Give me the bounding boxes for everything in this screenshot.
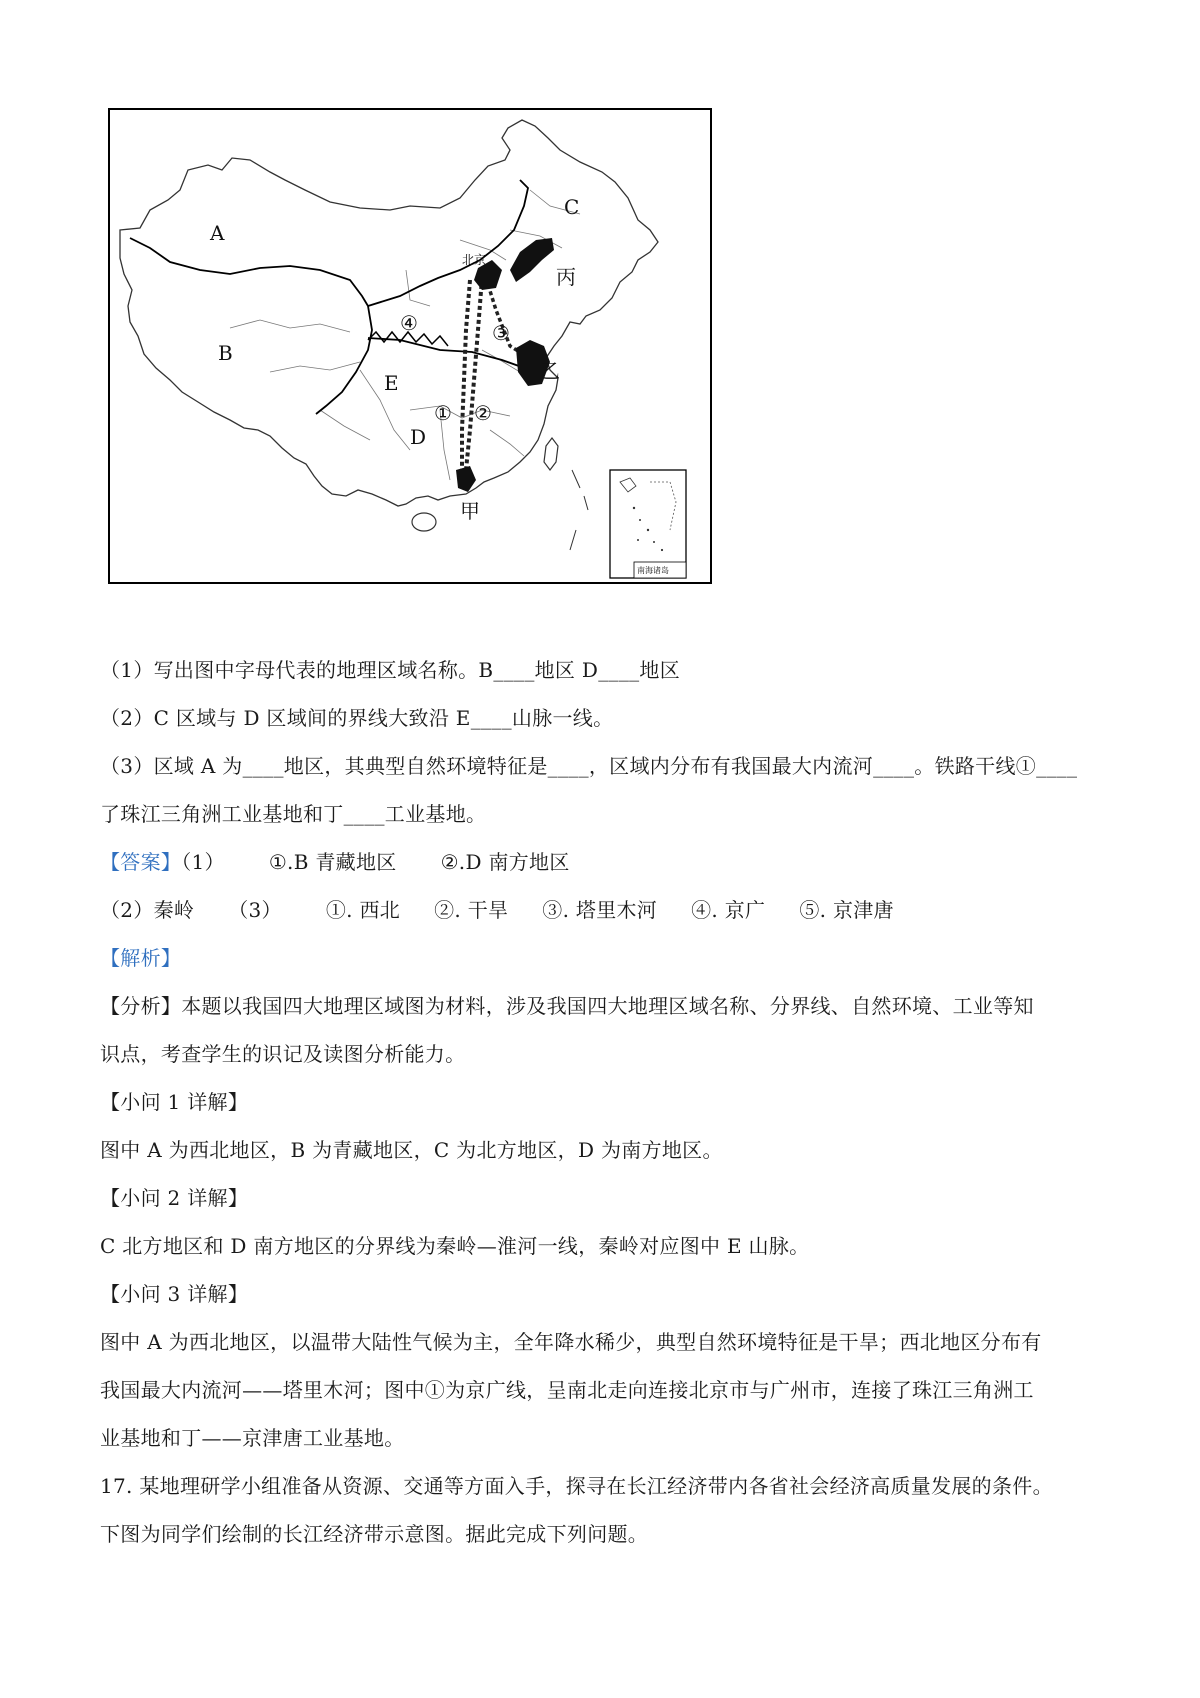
place-label-yi: 乙 (540, 359, 560, 383)
map-drawing (110, 110, 710, 582)
answer-line-1 (100, 838, 1100, 886)
china-regions-map (108, 108, 712, 584)
question-content (100, 646, 1100, 1558)
next-question-line-1: 17. 某地理研学小组准备从资源、交通等方面入手，探寻在长江经济带内各省社会经济高质量发展的条件。 (100, 1474, 1053, 1498)
sub-question-3-title: 【小问 3 详解】 (100, 1282, 249, 1306)
hainan-island (412, 513, 436, 531)
region-label-D: D (410, 425, 427, 449)
place-label-beijing: 北京 (462, 253, 487, 267)
railway-label-3: ③ (492, 321, 510, 345)
industrial-base-pearl-river-delta (456, 466, 476, 492)
analysis-summary-line-2: 识点，考查学生的识记及读图分析能力。 (100, 1042, 466, 1066)
sub-question-3-line-1: 图中 A 为西北地区，以温带大陆性气候为主，全年降水稀少，典型自然环境特征是干旱；西北地区分布有 (100, 1330, 1042, 1354)
answer-3-prefix: （3） (228, 898, 282, 922)
answer-1-prefix: （1） (181, 850, 225, 874)
sub-question-2-text: C 北方地区和 D 南方地区的分界线为秦岭—淮河一线，秦岭对应图中 E 山脉。 (100, 1234, 810, 1258)
answer-1-item-1: ①.B 青藏地区 (268, 850, 397, 874)
railway-2 (466, 278, 482, 470)
sub-question-3-line-3: 业基地和丁——京津唐工业基地。 (100, 1426, 405, 1450)
question-3-line-1: （3）区域 A 为____地区，其典型自然环境特征是____，区域内分布有我国最大内流河____。铁路干线①____ (100, 754, 1078, 778)
answer-tag: 【答案】 (100, 850, 182, 874)
taiwan-island (544, 438, 558, 470)
sub-question-2-title: 【小问 2 详解】 (100, 1186, 249, 1210)
region-label-B: B (218, 341, 233, 365)
answer-3-item-3: ③. 塔里木河 (542, 898, 658, 922)
place-label-jia: 甲 (460, 499, 480, 523)
answer-2: （2）秦岭 (100, 898, 195, 922)
analysis-tag: 【解析】 (100, 946, 182, 970)
question-3-line-2: 了珠江三角洲工业基地和丁____工业基地。 (100, 802, 487, 826)
railway-lines (462, 278, 526, 470)
region-label-A: A (210, 221, 225, 245)
question-2: （2）C 区域与 D 区域间的界线大致沿 E____山脉一线。 (100, 706, 614, 730)
analysis-summary-line-1: 【分析】本题以我国四大地理区域图为材料，涉及我国四大地理区域名称、分界线、自然环境、工业等知 (100, 994, 1034, 1018)
industrial-base-liaozhongnan (510, 238, 554, 282)
china-outline (120, 120, 658, 506)
sub-question-1-title: 【小问 1 详解】 (100, 1090, 249, 1114)
sub-question-1-text: 图中 A 为西北地区，B 为青藏地区，C 为北方地区，D 为南方地区。 (100, 1138, 723, 1162)
answer-3-item-5: ⑤. 京津唐 (799, 898, 894, 922)
railway-label-2: ② (474, 401, 492, 425)
place-label-bing: 丙 (556, 265, 576, 289)
next-question-line-2: 下图为同学们绘制的长江经济带示意图。据此完成下列问题。 (100, 1522, 649, 1546)
region-label-C: C (564, 195, 580, 219)
railway-label-1: ① (434, 401, 452, 425)
answer-3-item-2: ②. 干旱 (434, 898, 509, 922)
answer-line-2 (100, 886, 1100, 934)
answer-1-item-2: ②.D 南方地区 (440, 850, 570, 874)
south-china-sea-inset (610, 470, 686, 578)
railway-label-4: ④ (400, 311, 418, 335)
answer-3-item-4: ④. 京广 (691, 898, 766, 922)
inset-label: 南海诸岛 (637, 566, 669, 575)
sub-question-3-line-2: 我国最大内流河——塔里木河；图中①为京广线，呈南北走向连接北京市与广州市，连接了珠江三角洲工 (100, 1378, 1034, 1402)
question-1: （1）写出图中字母代表的地理区域名称。B____地区 D____地区 (100, 658, 681, 682)
answer-3-item-1: ①. 西北 (325, 898, 401, 922)
region-label-E: E (384, 371, 399, 395)
